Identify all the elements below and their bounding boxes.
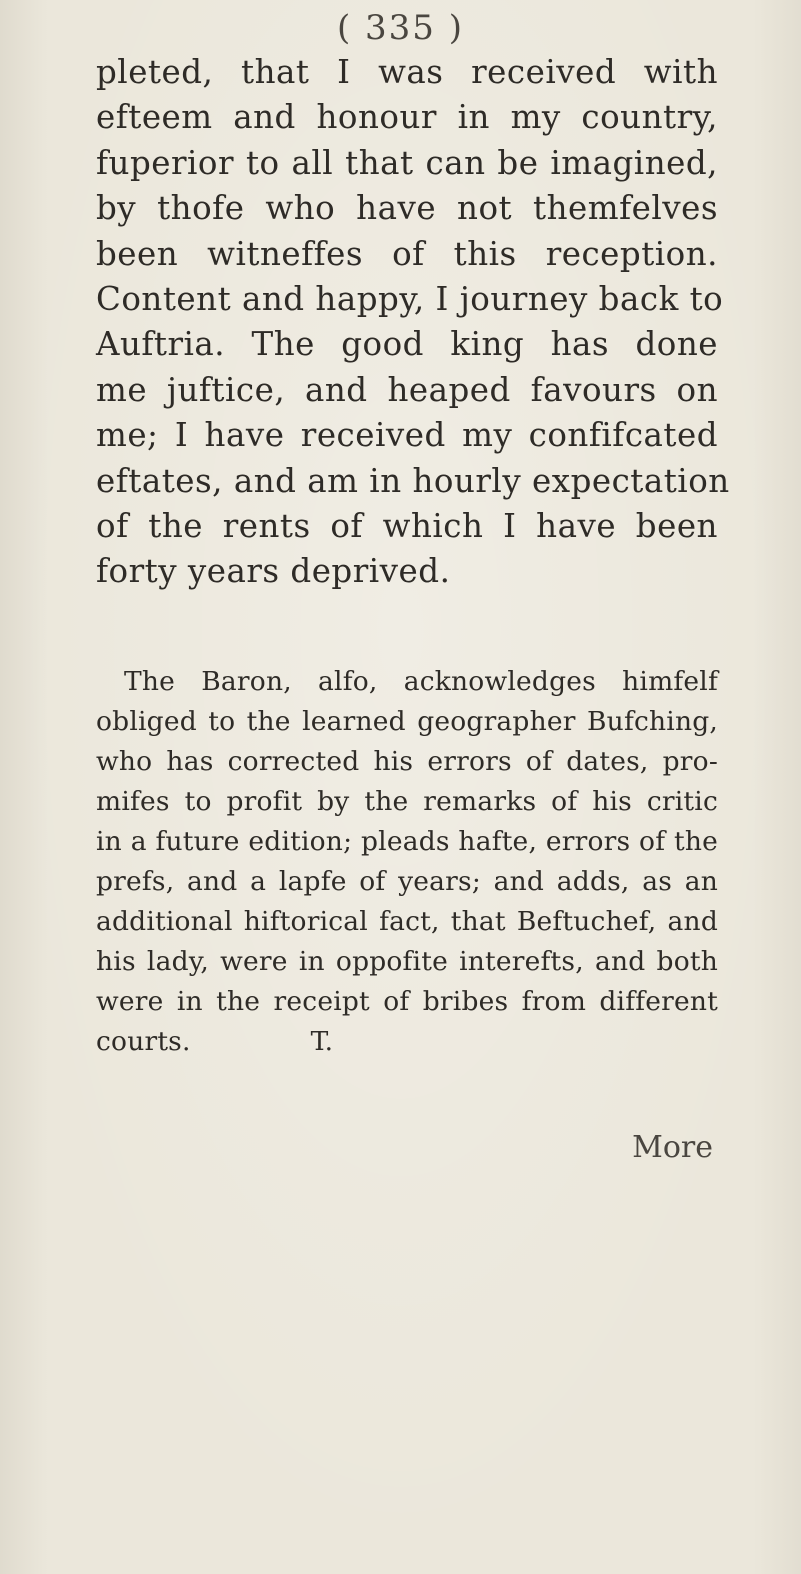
text-line: efteem and honour in my country, <box>96 98 718 137</box>
signature: T. <box>310 1026 334 1057</box>
text-line: mifes to profit by the remarks of his critic <box>96 786 718 817</box>
text-line: Content and happy, I journey back to <box>96 280 724 319</box>
text-line: obliged to the learned geographer Bufching, <box>96 706 718 737</box>
text-line: his lady, were in oppofite interefts, and both <box>96 946 718 977</box>
text-line: additional hiftorical fact, that Beftuchef, and <box>96 906 718 937</box>
paragraph-1 <box>96 50 730 595</box>
text-line: by thofe who have not themfelves <box>96 189 718 228</box>
last-word: courts. <box>96 1026 191 1057</box>
text-line: in a future edition; pleads hafte, errors of the <box>96 826 718 857</box>
catchword: More <box>632 1130 713 1165</box>
text-line: me; I have received my confifcated <box>96 416 718 455</box>
text-line: who has corrected his errors of dates, pro- <box>96 746 718 777</box>
text-line: prefs, and a lapfe of years; and adds, as an <box>96 866 718 897</box>
text-line: Auftria. The good king has done <box>96 325 718 364</box>
text-line: been witneffes of this reception. <box>96 234 718 273</box>
text-line: eftates, and am in hourly expectation <box>96 461 730 500</box>
paragraph-2 <box>96 662 718 1062</box>
text-line: of the rents of which I have been <box>96 507 718 546</box>
text-line: fuperior to all that can be imagined, <box>96 143 718 182</box>
text-line: The Baron, alfo, acknowledges himfelf <box>124 666 718 697</box>
page-number: ( 335 ) <box>336 8 465 48</box>
text-line: forty years deprived. <box>96 552 451 591</box>
text-line <box>96 1022 718 1062</box>
text-line: were in the receipt of bribes from different <box>96 986 718 1017</box>
text-line: me juftice, and heaped favours on <box>96 370 718 409</box>
text-line: pleted, that I was received with <box>96 53 718 91</box>
